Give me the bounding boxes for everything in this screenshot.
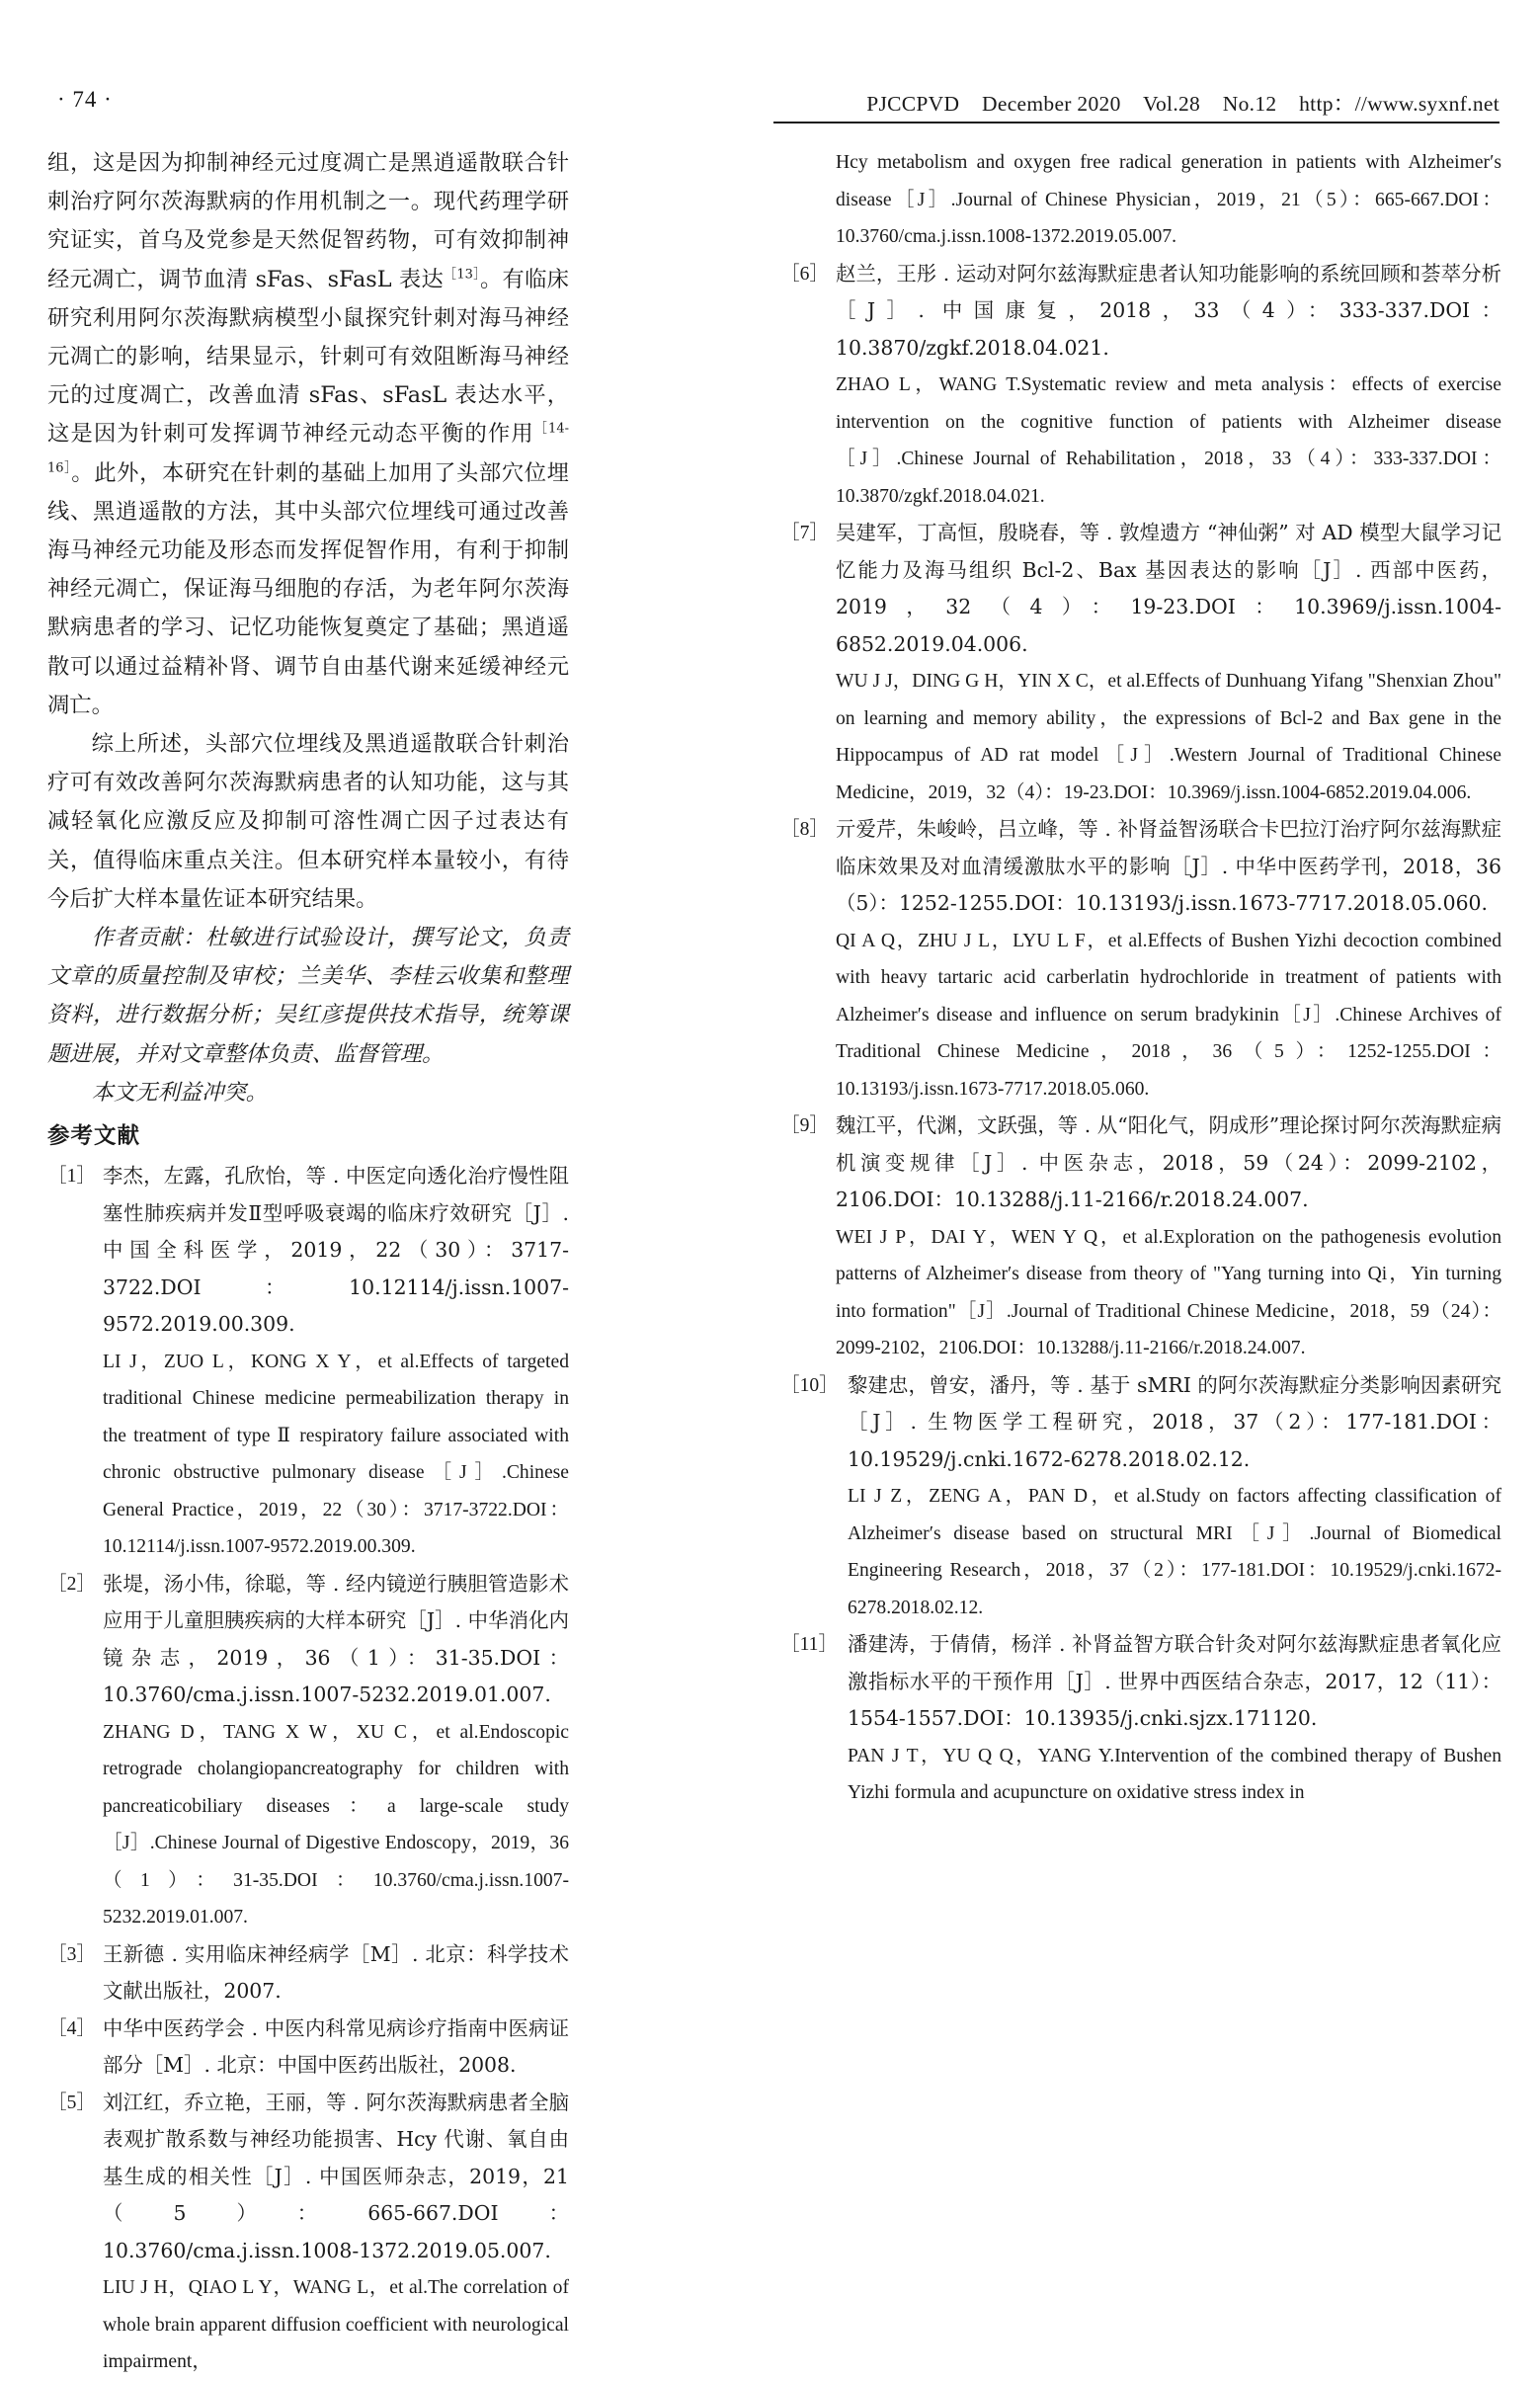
discussion-text-part2: 。有临床研究利用阿尔茨海默病模型小鼠探究针刺对海马神经元凋亡的影响，结果显示，针刺可有效阻断海马神经元的过度凋亡，改善血清 sFas、sFasL 表达水平，这是因为针刺可发挥调节神经元动态平衡的作用: [47, 266, 569, 448]
references-heading: 参考文献: [47, 1123, 141, 1150]
reference-item: [47, 2011, 569, 2085]
header-citation: [866, 87, 1499, 118]
reference-english: ZHAO L，WANG T.Systematic review and meta analysis：effects of exercise intervention on the cognitive function of patients with Alzheimer disease［J］.Chinese Journal of Rehabilitation，2018，33（4）：333-337.DOI：10.3870/zgkf.2018.04.021.: [836, 374, 1501, 507]
citation-marker-13: ［13］: [444, 267, 480, 283]
reference-continuation: [780, 144, 1501, 256]
reference-item: [780, 1367, 1501, 1627]
reference-chinese: 潘建涛，于倩倩，杨洋 . 补肾益智方联合针灸对阿尔兹海默症患者氧化应激指标水平的干预作用［J］. 世界中西医结合杂志，2017，12（11）：1554-1557.DOI：10.13935/j.cnki.sjzx.171120.: [848, 1632, 1501, 1730]
reference-english: LI J，ZUO L，KONG X Y，et al.Effects of targeted traditional Chinese medicine permeabilization therapy in the treatment of type Ⅱ respiratory failure associated with chronic obstructive pulmonary disease［J］.Chinese General Practice，2019，22（30）：3717-3722.DOI：10.12114/j.issn.1007-9572.2019.00.309.: [103, 1351, 569, 1558]
reference-item: [780, 1108, 1501, 1367]
reference-item: [780, 256, 1501, 516]
reference-chinese: 亓爱芹，朱峻岭，吕立峰，等 . 补肾益智汤联合卡巴拉汀治疗阿尔兹海默症临床效果及对血清缓激肽水平的影响［J］. 中华中医药学刊，2018，36（5）：1252-1255.DOI：10.13193/j.issn.1673-7717.2018.05.060.: [836, 817, 1501, 915]
reference-number: ［4］: [47, 2017, 96, 2039]
reference-item: [780, 515, 1501, 811]
reference-chinese: 魏江平，代渊，文跃强，等 . 从“阳化气，阴成形”理论探讨阿尔茨海默症病机演变规律［J］. 中医杂志，2018，59（24）：2099-2102，2106.DOI：10.13288/j.11-2166/r.2018.24.007.: [836, 1113, 1501, 1211]
reference-chinese: 吴建军，丁高恒，殷晓春，等 . 敦煌遗方 “神仙粥” 对 AD 模型大鼠学习记忆能力及海马组织 Bcl-2、Bax 基因表达的影响［J］. 西部中医药，2019，32（4）：19-23.DOI：10.3969/j.issn.1004-6852.2019.04.006.: [836, 521, 1501, 656]
reference-item: [780, 1626, 1501, 1812]
reference-number: ［9］: [780, 1115, 829, 1136]
reference-item: [47, 1936, 569, 2011]
reference-item: [47, 1158, 569, 1566]
issue-number: No.12: [1222, 92, 1277, 116]
reference-english: LI J Z，ZENG A，PAN D，et al.Study on factors affecting classification of Alzheimer′s disease based on structural MRI［J］.Journal of Biomedical Engineering Research，2018，37（2）：177-181.DOI：10.19529/j.cnki.1672-6278.2018.02.12.: [848, 1486, 1501, 1618]
reference-english: WEI J P，DAI Y，WEN Y Q，et al.Exploration on the pathogenesis evolution patterns of Alzheimer′s disease from theory of "Yang turning into Qi，Yin turning into formation"［J］.Journal of Traditional Chinese Medicine，2018，59（24）：2099-2102，2106.DOI：10.13288/j.11-2166/r.2018.24.007.: [836, 1226, 1501, 1358]
reference-chinese: 李杰，左露，孔欣怡，等 . 中医定向透化治疗慢性阻塞性肺疾病并发Ⅱ型呼吸衰竭的临床疗效研究［J］. 中国全科医学，2019，22（30）：3717-3722.DOI：10.12114/j.issn.1007-9572.2019.00.309.: [103, 1164, 569, 1337]
reference-item: [47, 2085, 569, 2381]
reference-chinese: 中华中医药学会 . 中医内科常见病诊疗指南中医病证部分［M］. 北京：中国中医药出版社，2008.: [103, 2015, 569, 2078]
reference-number: ［6］: [780, 263, 829, 285]
reference-english: QI A Q，ZHU J L，LYU L F，et al.Effects of Bushen Yizhi decoction combined with heavy tartaric acid carberlatin hydrochloride in treatment of patients with Alzheimer′s disease and influence on serum bradykinin［J］.Chinese Archives of Traditional Chinese Medicine，2018，36（5）：1252-1255.DOI：10.13193/j.issn.1673-7717.2018.05.060.: [836, 930, 1501, 1100]
reference-number: ［7］: [780, 523, 829, 543]
citation-marker-14-16: ［14-16］: [47, 422, 569, 476]
discussion-paragraph: [47, 144, 569, 725]
reference-number: ［3］: [47, 1943, 96, 1965]
reference-number: ［8］: [780, 819, 829, 840]
reference-number: ［11］: [780, 1634, 839, 1655]
reference-number: ［1］: [47, 1166, 96, 1188]
reference-item: [780, 811, 1501, 1108]
header-rule: [773, 122, 1499, 123]
reference-number: ［2］: [47, 1573, 96, 1595]
reference-chinese: 黎建忠，曾安，潘丹，等 . 基于 sMRI 的阿尔茨海默症分类影响因素研究［J］. 生物医学工程研究，2018，37（2）：177-181.DOI：10.19529/j.cnki.1672-6278.2018.02.12.: [848, 1372, 1501, 1471]
journal-abbreviation: PJCCPVD: [866, 92, 960, 116]
author-contribution-paragraph: 作者贡献：杜敏进行试验设计，撰写论文，负责文章的质量控制及审校；兰美华、李桂云收集和整理资料，进行数据分析；吴红彦提供技术指导，统筹课题进展，并对文章整体负责、监督管理。: [47, 925, 569, 1067]
reference-english: PAN J T，YU Q Q，YANG Y.Intervention of the combined therapy of Bushen Yizhi formula and acupuncture on oxidative stress index in: [848, 1745, 1501, 1803]
right-column: [780, 144, 1501, 1812]
conflict-of-interest-statement: 本文无利益冲突。: [91, 1079, 268, 1106]
journal-url: http：//www.syxnf.net: [1299, 92, 1499, 116]
issue-date: December 2020: [982, 92, 1121, 116]
reference-number: ［10］: [780, 1374, 839, 1396]
discussion-text-part3: 。此外，本研究在针刺的基础上加用了头部穴位埋线、黑逍遥散的方法，其中头部穴位埋线可通过改善海马神经元功能及形态而发挥促智作用，有利于抑制神经元凋亡，保证海马细胞的存活，为老年阿尔茨海默病患者的学习、记忆功能恢复奠定了基础；黑逍遥散可以通过益精补肾、调节自由基代谢来延缓神经元凋亡。: [47, 459, 569, 718]
volume: Vol.28: [1142, 92, 1201, 116]
discussion-text-part1: 组，这是因为抑制神经元过度凋亡是黑逍遥散联合针刺治疗阿尔茨海默病的作用机制之一。现代药理学研究证实，首乌及党参是天然促智药物，可有效抑制神经元凋亡，调节血清 sFas、sFasL 表达: [47, 150, 569, 292]
page-folio: · 74 ·: [57, 87, 113, 112]
left-column: [47, 144, 569, 2381]
reference-chinese: 赵兰，王彤 . 运动对阿尔兹海默症患者认知功能影响的系统回顾和荟萃分析［J］. 中国康复，2018，33（4）：333-337.DOI：10.3870/zgkf.2018.04.021.: [836, 261, 1501, 360]
reference-item: [47, 1566, 569, 1936]
reference-english: ZHANG D，TANG X W，XU C，et al.Endoscopic retrograde cholangiopancreatography for children with pancreaticobiliary diseases：a large-scale study［J］.Chinese Journal of Digestive Endoscopy，2019，36（1）：31-35.DOI：10.3760/cma.j.issn.1007-5232.2019.01.007.: [103, 1721, 569, 1929]
reference-chinese: 张堤，汤小伟，徐聪，等 . 经内镜逆行胰胆管造影术应用于儿童胆胰疾病的大样本研究［J］. 中华消化内镜杂志，2019，36（1）：31-35.DOI：10.3760/cma.j.issn.1007-5232.2019.01.007.: [103, 1571, 569, 1707]
reference-english-part1: LIU J H，QIAO L Y，WANG L，et al.The correlation of whole brain apparent diffusion coefficient with neurological impairment，: [103, 2277, 569, 2373]
reference-number: ［5］: [47, 2092, 96, 2113]
reference-english-part2: Hcy metabolism and oxygen free radical generation in patients with Alzheimer′s disease［J］.Journal of Chinese Physician，2019，21（5）：665-667.DOI：10.3760/cma.j.issn.1008-1372.2019.05.007.: [836, 152, 1501, 247]
reference-chinese: 刘江红，乔立艳，王丽，等 . 阿尔茨海默病患者全脑表观扩散系数与神经功能损害、Hcy 代谢、氧自由基生成的相关性［J］. 中国医师杂志，2019，21（5）：665-667.DOI：10.3760/cma.j.issn.1008-1372.2019.05.007.: [103, 2090, 569, 2262]
conclusion-paragraph: 综上所述，头部穴位埋线及黑逍遥散联合针刺治疗可有效改善阿尔茨海默病患者的认知功能，这与其减轻氧化应激反应及抑制可溶性凋亡因子过表达有关，值得临床重点关注。但本研究样本量较小，有待今后扩大样本量佐证本研究结果。: [47, 731, 569, 912]
reference-english: WU J J，DING G H，YIN X C，et al.Effects of Dunhuang Yifang "Shenxian Zhou" on learning and memory ability，the expressions of Bcl-2 and Bax gene in the Hippocampus of AD rat model［J］.Western Journal of Traditional Chinese Medicine，2019，32（4）：19-23.DOI：10.3969/j.issn.1004-6852.2019.04.006.: [836, 671, 1501, 803]
reference-chinese: 王新德 . 实用临床神经病学［M］. 北京：科学技术文献出版社，2007.: [103, 1941, 569, 2004]
